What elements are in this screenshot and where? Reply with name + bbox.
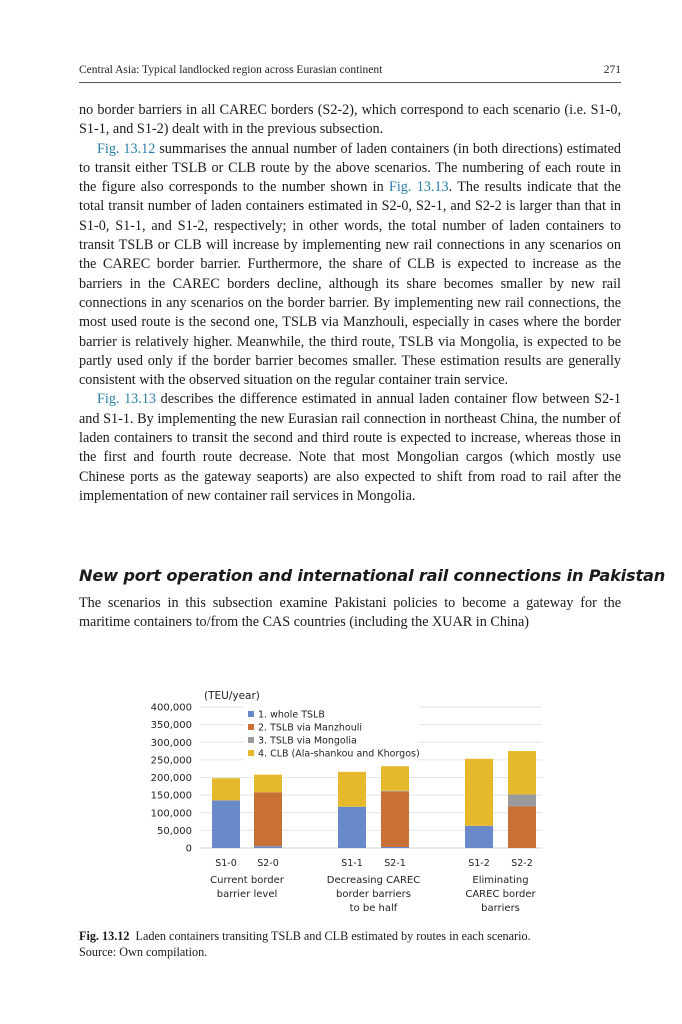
page-number: 271 bbox=[603, 64, 621, 76]
x-category-label: S2-0 bbox=[257, 858, 279, 869]
legend-label: 3. TSLB via Mongolia bbox=[258, 735, 357, 747]
bar-segment bbox=[381, 792, 409, 847]
legend-swatch bbox=[248, 737, 254, 743]
bar-segment bbox=[338, 772, 366, 807]
paragraph-text: no border barriers in all CAREC borders (S2-2), which correspond to each scenario (i.e. S1-0, S1-1, and S1-2) dealt with in the previous subsection. bbox=[79, 102, 621, 138]
bar-segment bbox=[381, 766, 409, 791]
y-tick-label: 350,000 bbox=[150, 720, 192, 732]
x-group-label: CAREC border bbox=[465, 889, 536, 900]
x-group-label: Decreasing CAREC bbox=[326, 875, 421, 886]
x-group-label: Eliminating bbox=[472, 875, 529, 886]
y-tick-label: 50,000 bbox=[157, 825, 192, 837]
running-head bbox=[79, 64, 621, 83]
caption-source: Source: Own compilation. bbox=[79, 945, 208, 959]
paragraph-text: summarises the annual number of laden containers (in both directions) estimated to transit either TSLB or CLB route by the above scenarios. The numbering of each route in the figure also corresponds to the number shown in bbox=[79, 140, 621, 196]
x-group-label: barrier level bbox=[216, 889, 278, 900]
bar-segment bbox=[212, 778, 240, 800]
x-category-label: S2-2 bbox=[511, 858, 533, 869]
y-tick-label: 150,000 bbox=[150, 790, 192, 802]
body-text bbox=[79, 101, 621, 506]
legend-label: 4. CLB (Ala-shankou and Khorgos) bbox=[258, 748, 420, 760]
bar-segment bbox=[465, 826, 493, 848]
y-axis-unit-label: (TEU/year) bbox=[204, 690, 260, 702]
section-heading: New port operation and international rail connections in Pakistan bbox=[79, 566, 666, 585]
figure-reference-link[interactable]: Fig. 13.13 bbox=[97, 391, 157, 408]
caption-label: Fig. 13.12 bbox=[79, 929, 130, 943]
x-category-label: S1-0 bbox=[215, 858, 237, 869]
bar-segment bbox=[508, 751, 536, 794]
y-tick-label: 400,000 bbox=[150, 702, 192, 714]
legend-label: 2. TSLB via Manzhouli bbox=[258, 722, 363, 734]
y-tick-label: 200,000 bbox=[150, 773, 192, 784]
bar-segment bbox=[338, 807, 366, 848]
figure-chart bbox=[140, 685, 560, 920]
x-category-label: S1-1 bbox=[341, 858, 363, 869]
legend-label: 1. whole TSLB bbox=[258, 709, 325, 721]
y-tick-label: 300,000 bbox=[150, 737, 192, 749]
caption-text: Laden containers transiting TSLB and CLB estimated by routes in each scenario. bbox=[135, 929, 531, 943]
paragraph bbox=[79, 390, 621, 506]
bar-segment bbox=[254, 792, 282, 846]
y-tick-label: 100,000 bbox=[150, 808, 192, 820]
bar-segment bbox=[508, 794, 536, 806]
x-group-label: Current border bbox=[210, 875, 284, 886]
paragraph bbox=[79, 101, 621, 140]
bar-segment bbox=[254, 846, 282, 848]
legend-swatch bbox=[248, 750, 254, 756]
x-category-label: S2-1 bbox=[384, 858, 406, 869]
bar-segment bbox=[212, 800, 240, 848]
bar-segment bbox=[465, 759, 493, 826]
bar-segment bbox=[508, 806, 536, 848]
x-group-label: barriers bbox=[481, 903, 520, 914]
y-tick-label: 0 bbox=[185, 843, 192, 855]
x-category-label: S1-2 bbox=[468, 858, 490, 869]
x-group-label: to be half bbox=[349, 903, 398, 914]
y-tick-label: 250,000 bbox=[150, 755, 192, 767]
paragraph bbox=[79, 140, 621, 391]
paragraph-text: describes the difference estimated in annual laden container flow between S2-1 and S1-1. By implementing the new Eurasian rail connection in northeast China, the number of laden containers to transit the second and third route is expected to increase, whereas those in the first and fourth route decrease. Note that most Mongolian cargos (which mostly use Chinese ports as the gateway seaports) are also expected to shift from road to rail after the implementation of new container rail services in Mongolia. bbox=[79, 391, 621, 504]
figure-reference-link[interactable]: Fig. 13.13 bbox=[388, 179, 449, 196]
x-group-label: border barriers bbox=[336, 889, 411, 900]
bar-segment bbox=[254, 775, 282, 793]
bar-segment bbox=[381, 847, 409, 848]
figure-reference-link[interactable]: Fig. 13.12 bbox=[97, 140, 156, 157]
stacked-bar-chart bbox=[140, 685, 560, 920]
running-head-title: Central Asia: Typical landlocked region across Eurasian continent bbox=[79, 64, 383, 76]
figure-caption bbox=[79, 928, 621, 960]
paragraph-text: . The results indicate that the total transit number of laden containers estimated in S2-0, S2-1, and S2-2 is larger than that in S1-0, S1-1, and S1-2, respectively; in other words, the total number of laden containers to transit TSLB or CLB will increase by implementing new rail connections in any scenarios on the CAREC border barrier. Furthermore, the share of CLB is expected to increase as the barriers in the CAREC borders decline, although its share becomes smaller by new rail connections in any scenarios on the border barrier. By implementing new rail connections, the most used route is the second one, TSLB via Manzhouli, especially in cases where the border barrier is relatively higher. Meanwhile, the third route, TSLB via Mongolia, is expected to be partly used only if the border barrier becomes smaller. These estimation results are generally consistent with the observed situation on the regular container train service. bbox=[79, 179, 621, 389]
legend-swatch bbox=[248, 724, 254, 730]
bar-segment bbox=[381, 791, 409, 792]
legend-swatch bbox=[248, 711, 254, 717]
section-paragraph: The scenarios in this subsection examine Pakistani policies to become a gateway for the maritime containers to/from the CAS countries (including the XUAR in China) bbox=[79, 595, 621, 631]
